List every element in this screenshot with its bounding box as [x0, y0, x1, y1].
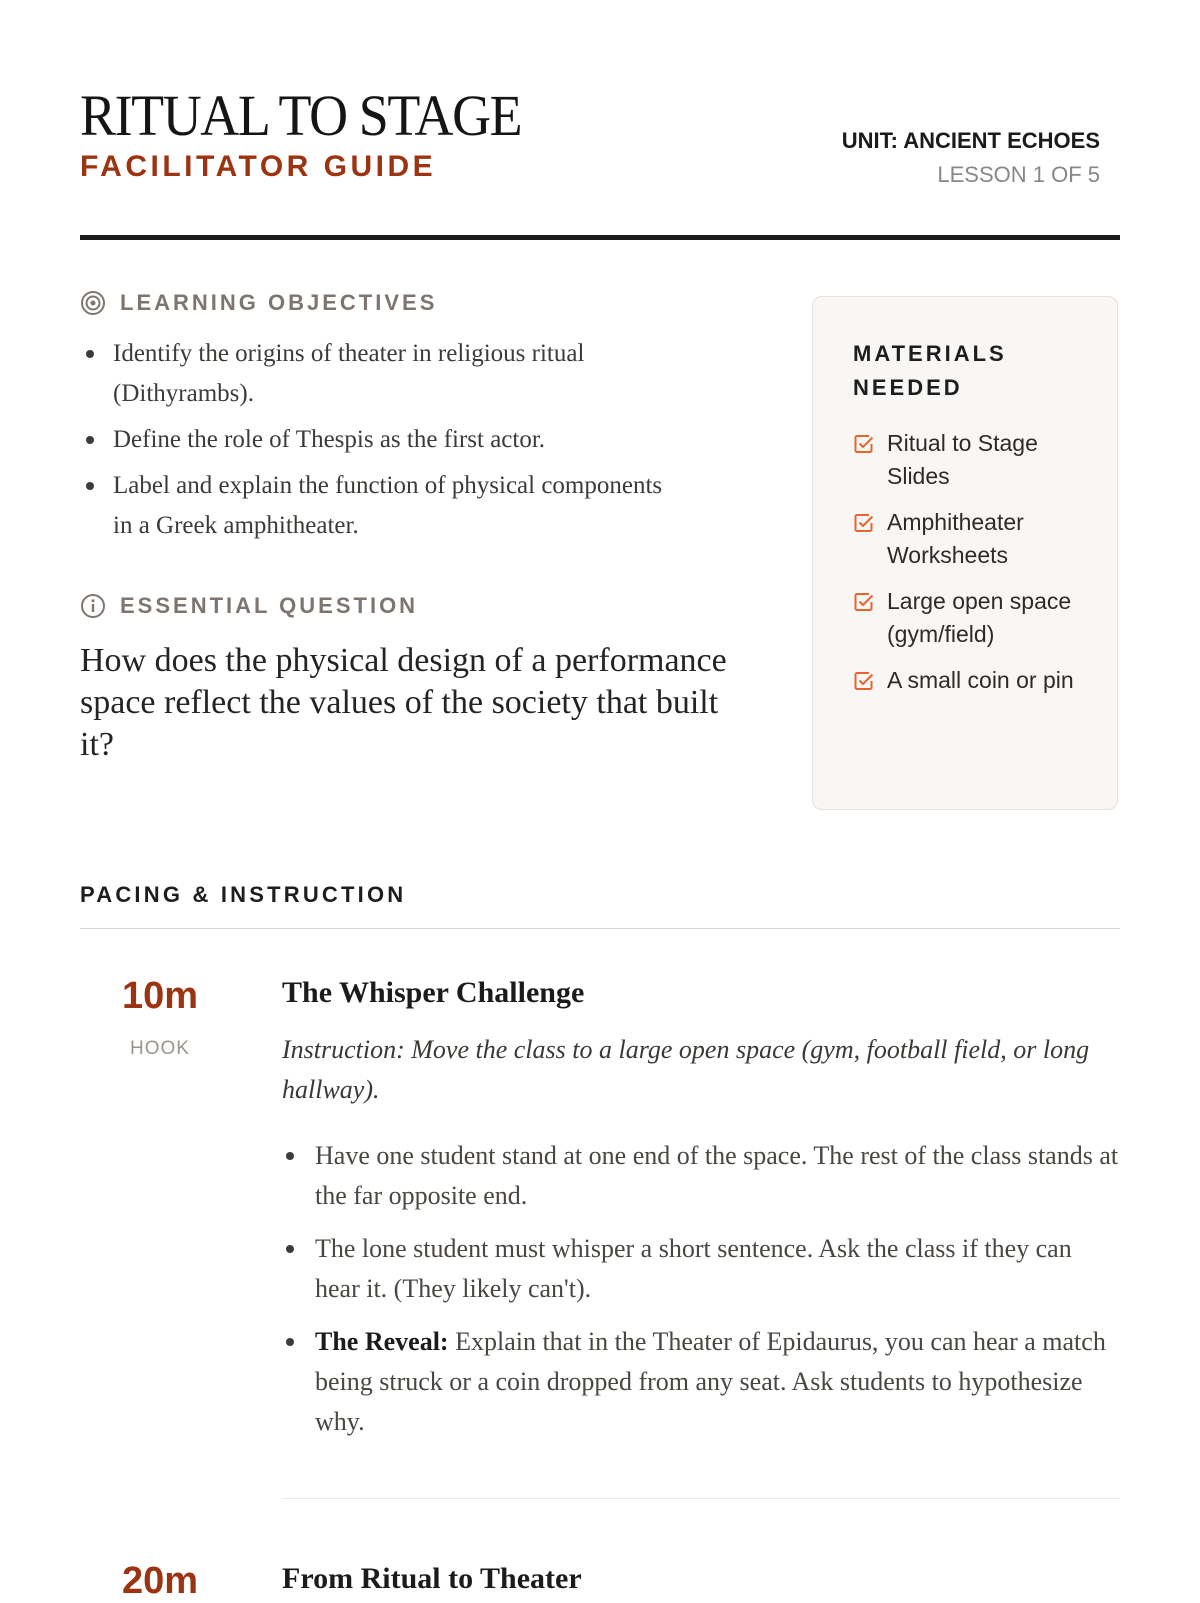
header-divider	[80, 235, 1120, 240]
checkbox-icon	[853, 433, 875, 455]
material-label: A small coin or pin	[887, 667, 1074, 693]
step-duration: 20m	[121, 1560, 199, 1602]
essential-question-heading	[80, 593, 418, 619]
step-bullet: Have one student stand at one end of the space. The rest of the class stands at the far opposite end.	[282, 1136, 1120, 1216]
material-label: Amphitheater Worksheets	[887, 509, 1024, 568]
step-bullet-reveal	[282, 1322, 1120, 1442]
step-title: From Ritual to Theater	[282, 1562, 582, 1595]
learning-objectives-heading	[80, 290, 437, 316]
materials-panel	[812, 296, 1118, 810]
materials-list	[853, 427, 1093, 710]
pacing-heading: PACING & INSTRUCTION	[80, 882, 407, 907]
material-label: Large open space (gym/field)	[887, 588, 1072, 647]
material-item	[853, 585, 1093, 651]
target-icon	[80, 290, 106, 316]
essential-question-text: How does the physical design of a performance space reflect the values of the society that built it?	[80, 642, 727, 763]
lesson-counter: LESSON 1 OF 5	[937, 162, 1100, 187]
step-duration: 10m	[121, 975, 199, 1017]
material-item	[853, 427, 1093, 493]
step-phase: HOOK	[130, 1038, 190, 1059]
objective-item: Identify the origins of theater in religious ritual (Dithyrambs).	[80, 334, 680, 414]
step-bullet-list	[282, 1136, 1120, 1455]
unit-label: UNIT: ANCIENT ECHOES	[841, 128, 1100, 153]
step-instruction: Instruction: Move the class to a large open space (gym, football field, or long hallway).	[282, 1035, 1090, 1104]
step-title: The Whisper Challenge	[282, 976, 585, 1009]
materials-title: MATERIALS NEEDED	[853, 341, 1007, 400]
essential-question-label: ESSENTIAL QUESTION	[120, 593, 419, 618]
step-bullet: The lone student must whisper a short sentence. Ask the class if they can hear it. (They likely can't).	[282, 1229, 1120, 1309]
checkbox-icon	[853, 512, 875, 534]
pacing-divider	[80, 928, 1120, 929]
checkbox-icon	[853, 670, 875, 692]
objectives-list	[80, 334, 680, 552]
reveal-label: The Reveal:	[315, 1327, 449, 1356]
objective-item: Define the role of Thespis as the first actor.	[80, 420, 680, 460]
step-divider	[282, 1498, 1120, 1499]
material-item	[853, 506, 1093, 572]
document-subtitle: FACILITATOR GUIDE	[80, 150, 437, 183]
reveal-text: Explain that in the Theater of Epidaurus, you can hear a match being struck or a coin dropped from any seat. Ask students to hypothesize why.	[315, 1327, 1106, 1436]
info-icon	[80, 593, 106, 619]
checkbox-icon	[853, 591, 875, 613]
objective-item: Label and explain the function of physical components in a Greek amphitheater.	[80, 466, 680, 546]
material-label: Ritual to Stage Slides	[887, 430, 1038, 489]
material-item	[853, 664, 1093, 697]
document-title: RITUAL TO STAGE	[80, 83, 522, 148]
learning-objectives-label: LEARNING OBJECTIVES	[120, 290, 438, 315]
